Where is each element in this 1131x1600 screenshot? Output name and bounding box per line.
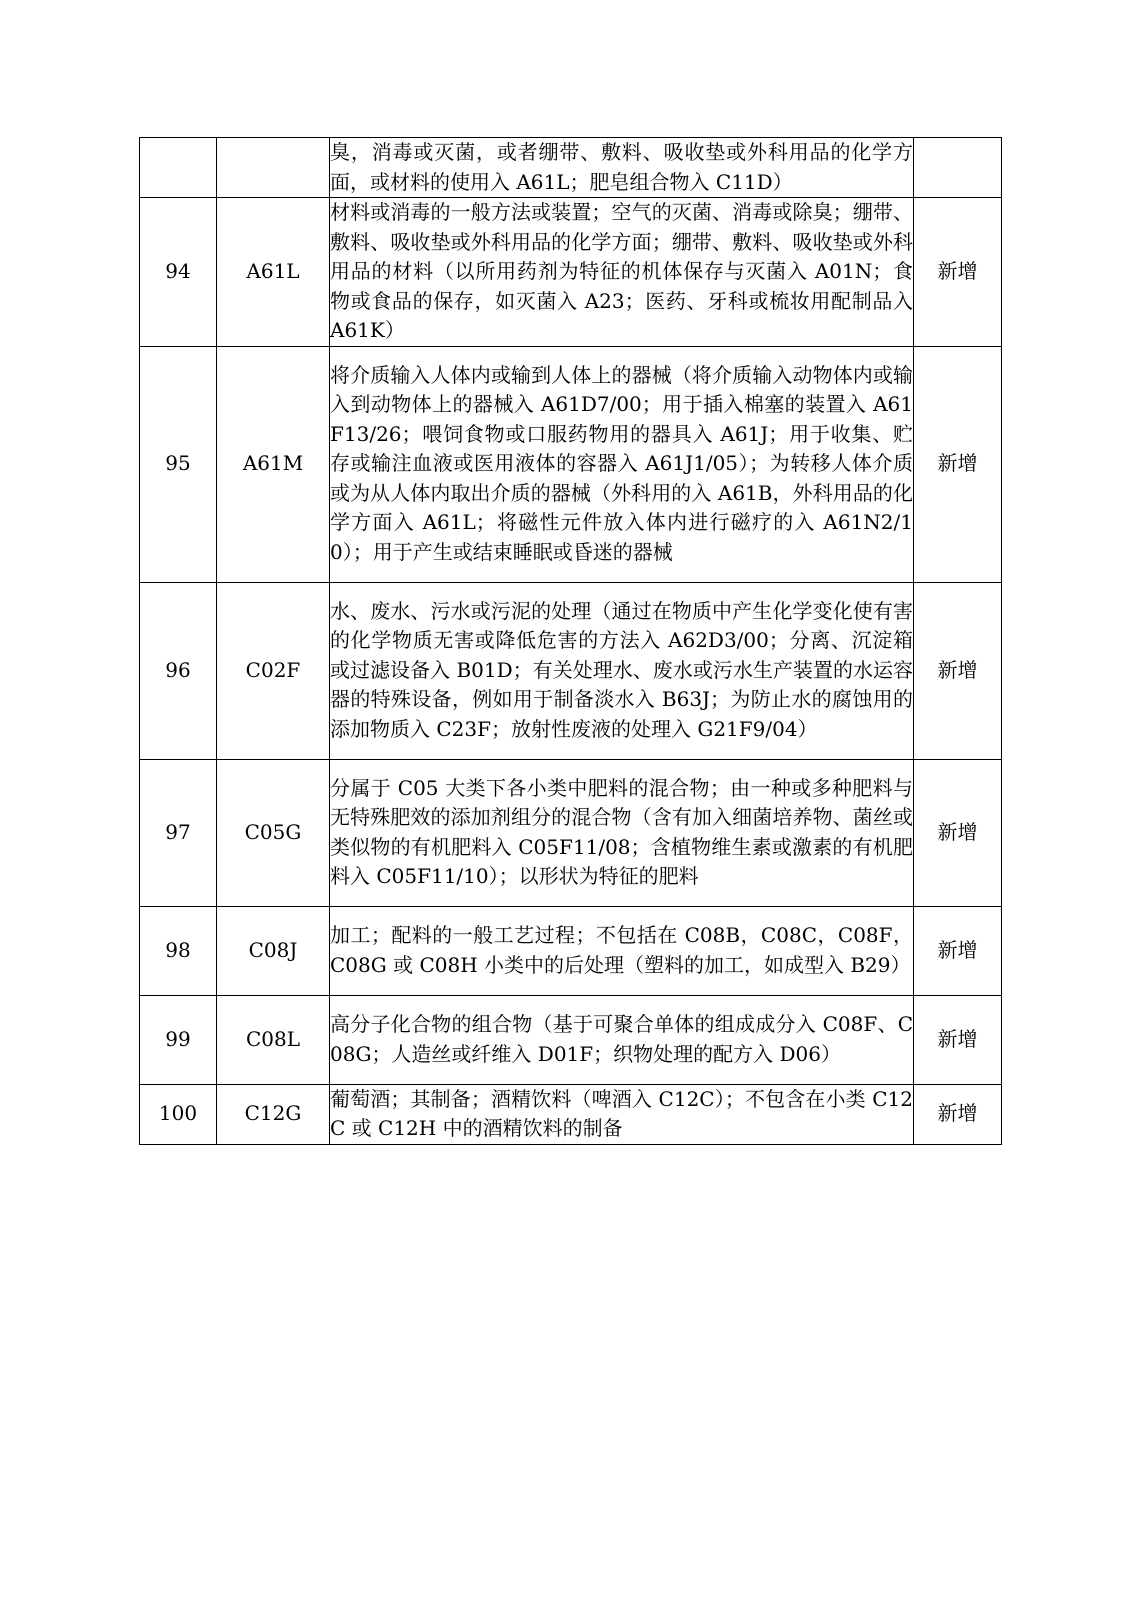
row-number: 95	[140, 346, 217, 582]
status-cell: 新增	[914, 759, 1002, 906]
class-code: C08J	[217, 906, 330, 995]
status-cell: 新增	[914, 582, 1002, 759]
table-row	[140, 1084, 1002, 1144]
table-row	[140, 995, 1002, 1084]
class-description	[330, 198, 914, 347]
description-text: 分属于 C05 大类下各小类中肥料的混合物；由一种或多种肥料与无特殊肥效的添加剂组分的混合物（含有加入细菌培养物、菌丝或类似物的有机肥料入 C05F11/08；含植物维生素或激素的有机肥料入 C05F11/10）；以形状为特征的肥料	[330, 775, 913, 888]
description-text: 加工；配料的一般工艺过程；不包括在 C08B，C08C，C08F，C08G 或 C08H 小类中的后处理（塑料的加工，如成型入 B29）	[330, 923, 913, 977]
table-row	[140, 906, 1002, 995]
row-number: 94	[140, 198, 217, 347]
classification-table	[139, 137, 1002, 1145]
class-code: C05G	[217, 759, 330, 906]
class-code: C12G	[217, 1084, 330, 1144]
class-code: C02F	[217, 582, 330, 759]
table-row	[140, 759, 1002, 906]
row-number	[140, 138, 217, 198]
row-number: 98	[140, 906, 217, 995]
row-number: 97	[140, 759, 217, 906]
row-number: 99	[140, 995, 217, 1084]
class-description	[330, 1084, 914, 1144]
description-text: 水、废水、污水或污泥的处理（通过在物质中产生化学变化使有害的化学物质无害或降低危害的方法入 A62D3/00；分离、沉淀箱或过滤设备入 B01D；有关处理水、废水或污水生产装置的水运容器的特殊设备，例如用于制备淡水入 B63J；为防止水的腐蚀用的添加物质入 C23F；放射性废液的处理入 G21F9/04）	[330, 598, 913, 741]
table-row	[140, 138, 1002, 198]
row-number: 96	[140, 582, 217, 759]
table-row	[140, 346, 1002, 582]
table-row	[140, 198, 1002, 347]
description-text: 臭，消毒或灭菌，或者绷带、敷料、吸收垫或外科用品的化学方面，或材料的使用入 A61L；肥皂组合物入 C11D）	[330, 140, 913, 194]
class-description	[330, 995, 914, 1084]
class-code: A61L	[217, 198, 330, 347]
description-text: 材料或消毒的一般方法或装置；空气的灭菌、消毒或除臭；绷带、敷料、吸收垫或外科用品的化学方面；绷带、敷料、吸收垫或外科用品的材料（以所用药剂为特征的机体保存与灭菌入 A01N；食物或食品的保存，如灭菌入 A23；医药、牙科或梳妆用配制品入 A61K）	[330, 200, 913, 342]
class-description	[330, 759, 914, 906]
class-description	[330, 906, 914, 995]
description-text: 高分子化合物的组合物（基于可聚合单体的组成成分入 C08F、C08G；人造丝或纤维入 D01F；织物处理的配方入 D06）	[330, 1012, 913, 1066]
status-cell: 新增	[914, 198, 1002, 347]
row-number: 100	[140, 1084, 217, 1144]
class-description	[330, 346, 914, 582]
class-code	[217, 138, 330, 198]
status-cell: 新增	[914, 1084, 1002, 1144]
description-text: 葡萄酒；其制备；酒精饮料（啤酒入 C12C）；不包含在小类 C12C 或 C12H 中的酒精饮料的制备	[330, 1086, 913, 1140]
status-cell: 新增	[914, 906, 1002, 995]
table-row	[140, 582, 1002, 759]
class-code: A61M	[217, 346, 330, 582]
status-cell: 新增	[914, 995, 1002, 1084]
class-description	[330, 582, 914, 759]
status-cell: 新增	[914, 346, 1002, 582]
class-code: C08L	[217, 995, 330, 1084]
status-cell	[914, 138, 1002, 198]
description-text: 将介质输入人体内或输到人体上的器械（将介质输入动物体内或输入到动物体上的器械入 A61D7/00；用于插入棉塞的装置入 A61F13/26；喂饲食物或口服药物用的器具入 A61J；用于收集、贮存或输注血液或医用液体的容器入 A61J1/05）；为转移人体介质或为从人体内取出介质的器械（外科用的入 A61B，外科用品的化学方面入 A61L；将磁性元件放入体内进行磁疗的入 A61N2/10）；用于产生或结束睡眠或昏迷的器械	[330, 362, 913, 564]
class-description	[330, 138, 914, 198]
